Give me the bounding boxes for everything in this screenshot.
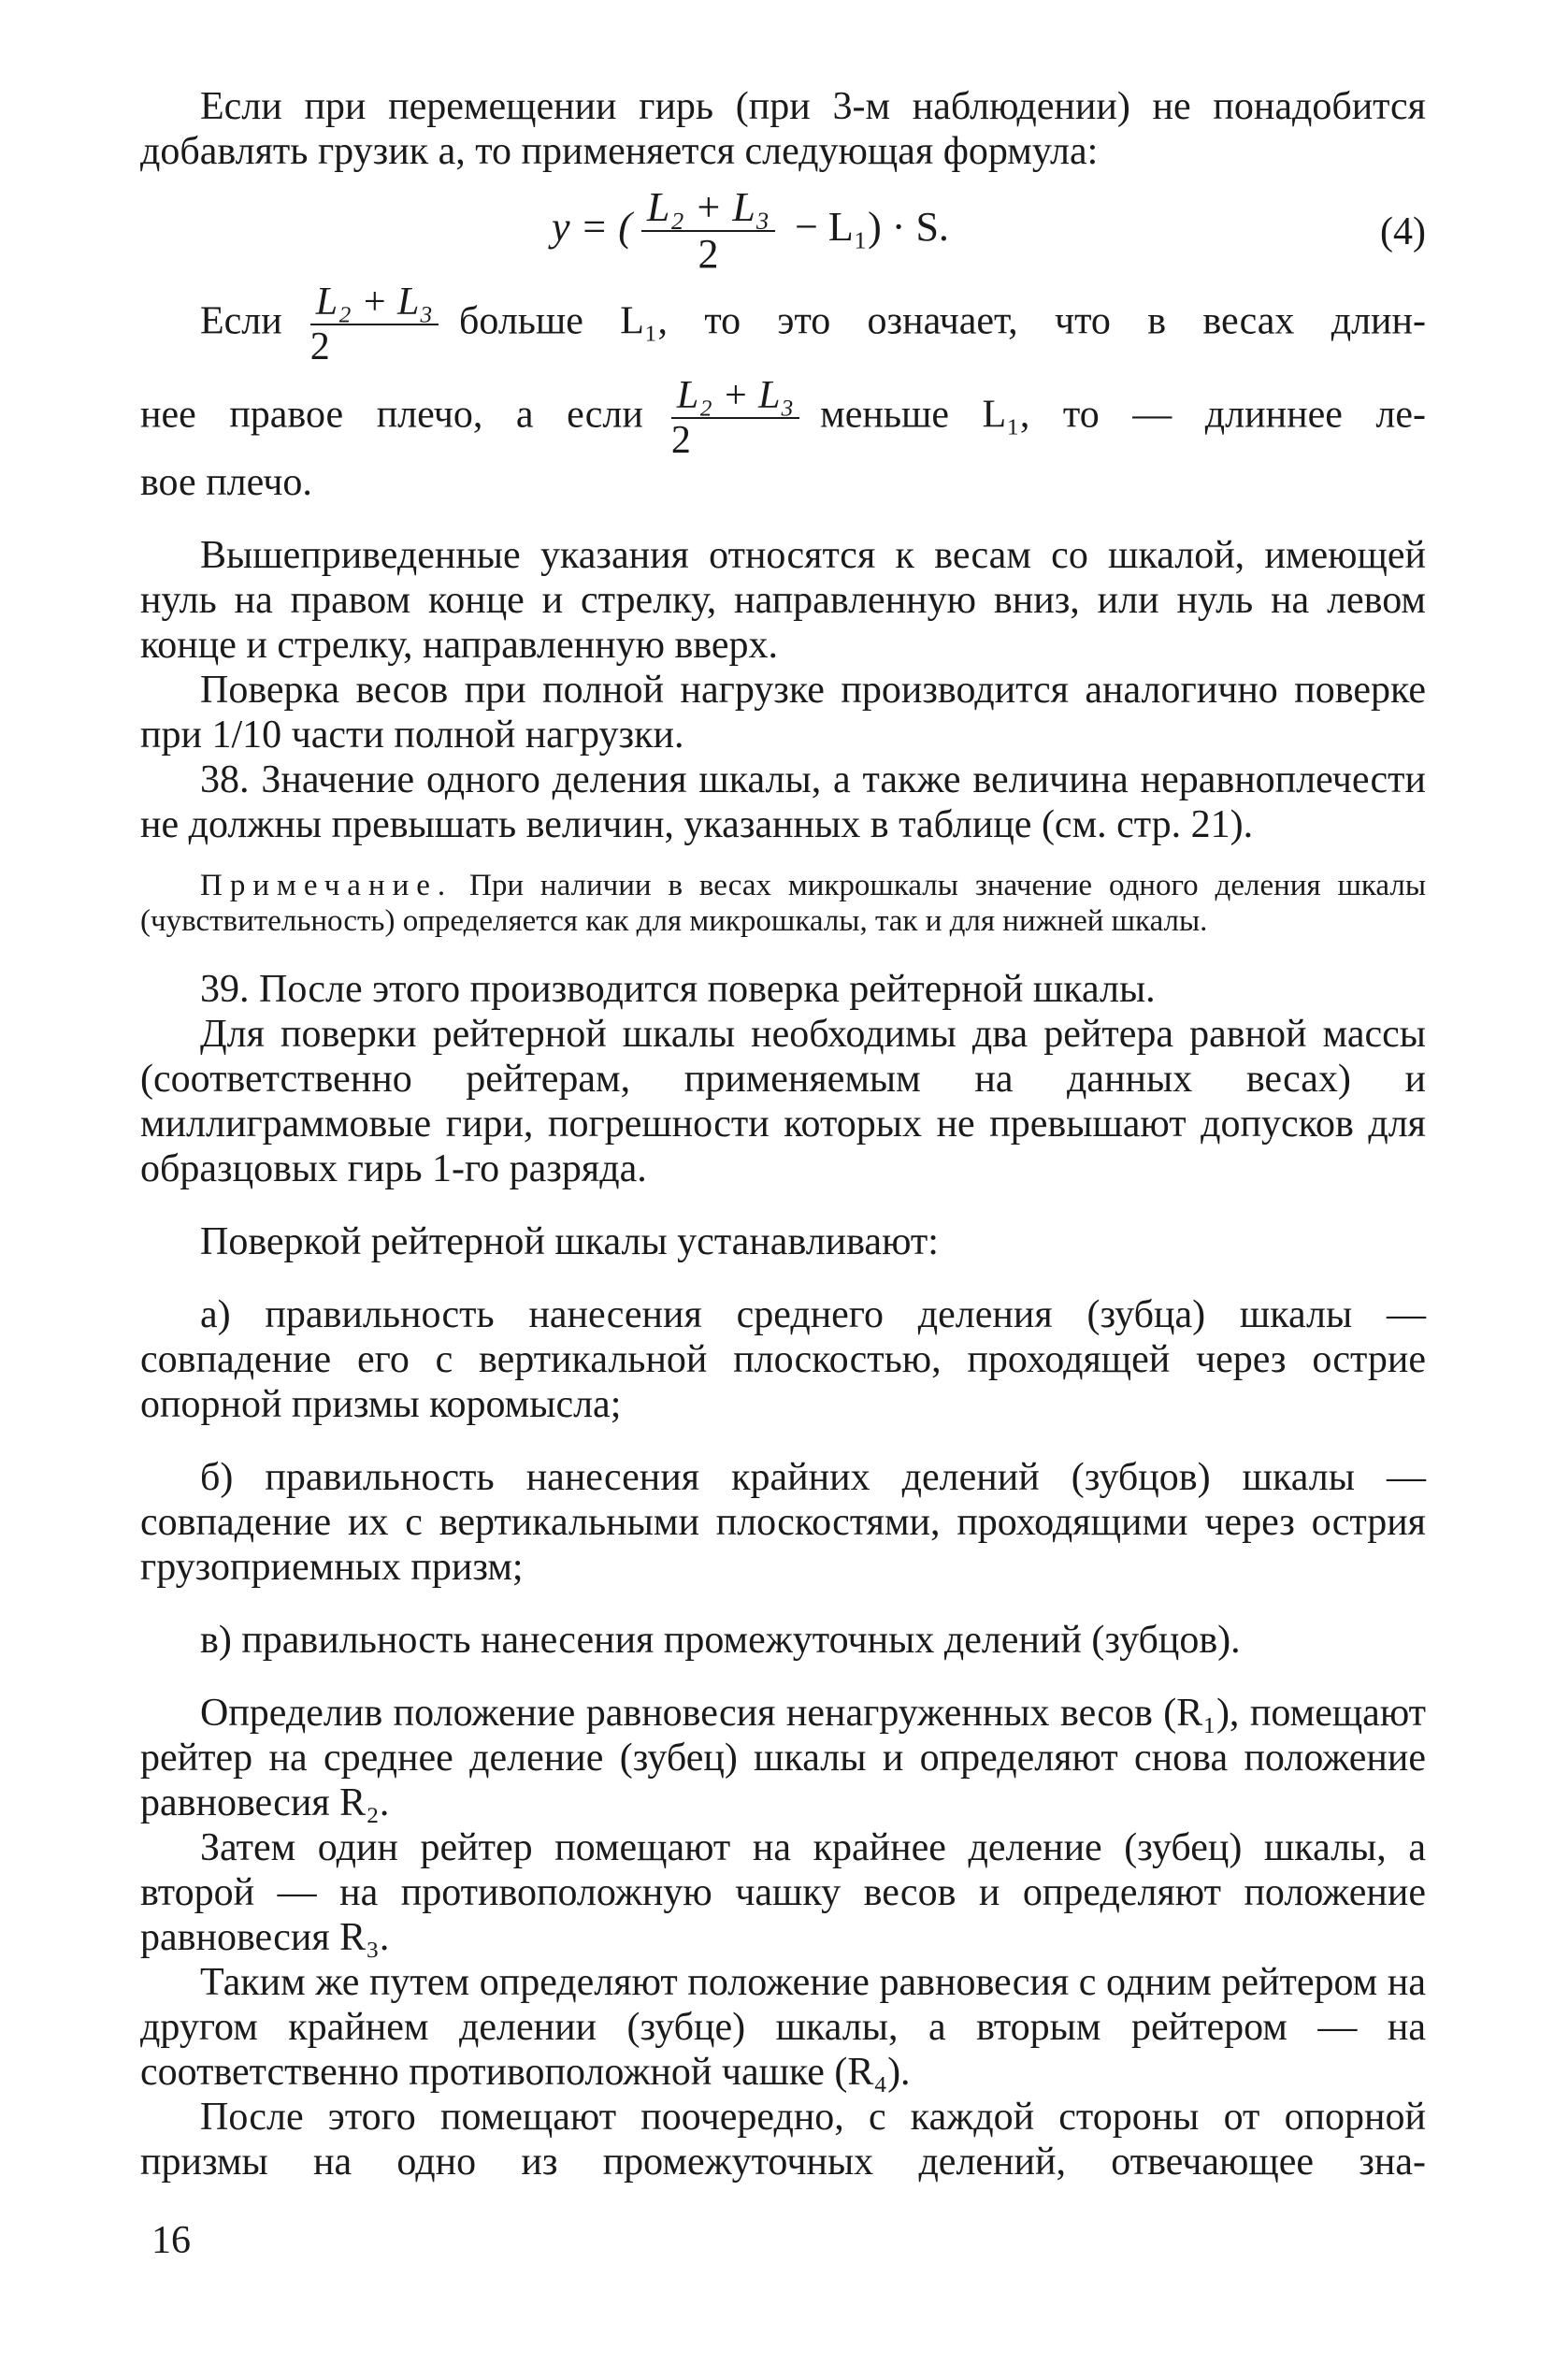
list-item-b: б) правильность нанесения крайних делений (зубцов) шкалы — совпадение их с вертикальными плоскостями, проходящими через острия грузоприемных призм;	[140, 1456, 1426, 1589]
formula-rhs: − L₁) · S.	[784, 204, 949, 251]
condition-1-lead: Если	[200, 299, 282, 343]
paragraph-last: После этого помещают поочередно, с каждой стороны от опорной призмы на одно из промежуточных делений, отвечающее зна-	[140, 2096, 1426, 2184]
paragraph-establish: Поверкой рейтерной шкалы устанавливают:	[200, 1220, 939, 1263]
condition-line-2	[140, 376, 1426, 460]
condition-line-3: вое плечо.	[140, 461, 312, 504]
list-item-a: а) правильность нанесения среднего деления (зубца) шкалы — совпадение его с вертикальной плоскостью, проходящей через острие опорной призмы коромысла;	[140, 1293, 1426, 1426]
formula-expression	[552, 184, 949, 277]
paragraph-38: 38. Значение одного деления шкалы, а также величина неравноплечести не должны превышать величин, указанных в таблице (см. стр. 21).	[140, 758, 1426, 846]
condition-2-lead: нее правое плечо, а если	[140, 393, 643, 437]
condition-1-tail: больше L₁, то это означает, что в весах длин-	[459, 299, 1426, 343]
paragraph-intro: Если при перемещении гирь (при 3-м наблюдении) не понадобится добавлять грузик а, то применяется следующая формула:	[140, 85, 1426, 173]
condition-1-denominator: 2	[309, 325, 330, 368]
formula-denominator: 2	[698, 231, 719, 277]
condition-1-fraction	[310, 282, 439, 367]
paragraph-39: 39. После этого производится поверка рейтерной шкалы.	[200, 968, 1156, 1011]
formula-numerator: L₂ + L₃	[641, 187, 775, 232]
condition-2-fraction	[671, 376, 799, 460]
page-number: 16	[151, 2219, 191, 2262]
condition-2-tail: меньше L₁, то — длиннее ле-	[820, 393, 1426, 437]
condition-1-numerator: L₂ + L₃	[310, 282, 439, 325]
list-item-c: в) правильность нанесения промежуточных делений (зубцов).	[200, 1619, 1241, 1662]
condition-line-1	[140, 282, 1426, 367]
condition-2-numerator: L₂ + L₃	[671, 376, 799, 419]
paragraph-full-load: Поверка весов при полной нагрузке производится аналогично поверке при 1/10 части полной нагрузки.	[140, 669, 1426, 757]
page-body	[140, 84, 1426, 2184]
note-text: При наличии в весах микрошкалы значение одного деления шкалы (чувствительность) определяется как для микрошкалы, так и для нижней шкалы.	[140, 869, 1426, 938]
formula-4	[140, 180, 1426, 282]
paragraph-scale-direction: Вышеприведенные указания относятся к весам со шкалой, имеющей нуль на правом конце и стрелку, направленную вниз, или нуль на левом конце и стрелку, направленную вверх.	[140, 534, 1426, 667]
formula-lhs: y = (	[552, 204, 632, 251]
paragraph-r4: Таким же путем определяют положение равновесия с одним рейтером на другом крайнем делении (зубце) шкалы, а вторым рейтером — на соответственно противоположной чашке (R₄).	[140, 1961, 1426, 2094]
note-paragraph	[140, 868, 1426, 939]
paragraph-r3: Затем один рейтер помещают на крайнее деление (зубец) шкалы, а второй — на противоположную чашку весов и определяют положение равновесия R₃.	[140, 1826, 1426, 1959]
condition-2-denominator: 2	[670, 419, 691, 462]
formula-fraction	[641, 184, 775, 277]
formula-number: (4)	[1380, 210, 1426, 253]
note-label: Примечание.	[200, 869, 453, 902]
paragraph-r1-r2: Определив положение равновесия ненагруженных весов (R₁), помещают рейтер на среднее деление (зубец) шкалы и определяют снова положение равновесия R₂.	[140, 1692, 1426, 1824]
paragraph-39-requirements: Для поверки рейтерной шкалы необходимы два рейтера равной массы (соответственно рейтерам, применяемым на данных весах) и миллиграммовые гири, погрешности которых не превышают допусков для образцовых гирь 1-го разряда.	[140, 1013, 1426, 1190]
